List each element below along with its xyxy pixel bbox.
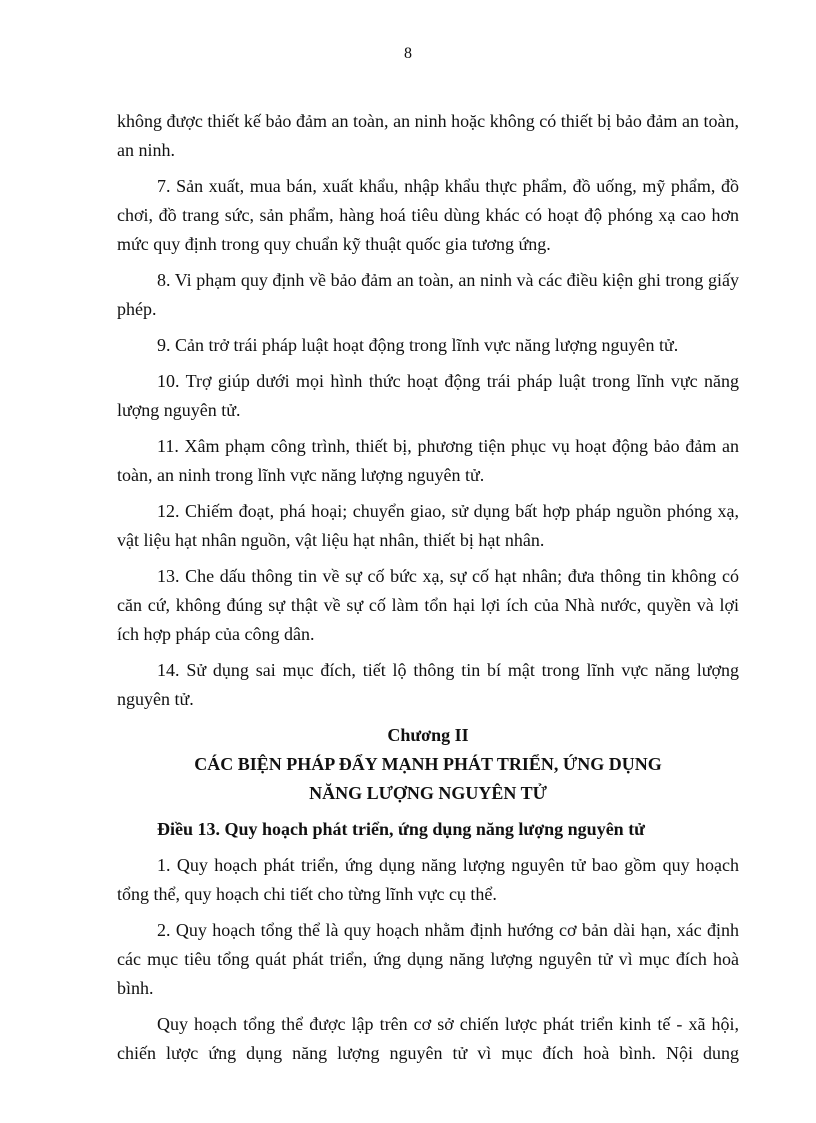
article-heading: Điều 13. Quy hoạch phát triển, ứng dụng năng lượng nguyên tử	[157, 819, 645, 839]
page-number: 8	[404, 45, 412, 62]
paragraph-item-10: 10. Trợ giúp dưới mọi hình thức hoạt động trái pháp luật trong lĩnh vực năng lượng nguyên tử.	[117, 371, 739, 420]
chapter-label: Chương II	[387, 725, 469, 745]
paragraph-continuation: không được thiết kế bảo đảm an toàn, an ninh hoặc không có thiết bị bảo đảm an toàn, an ninh.	[117, 111, 739, 160]
paragraph-item-13: 13. Che dấu thông tin về sự cố bức xạ, sự cố hạt nhân; đưa thông tin không có căn cứ, không đúng sự thật về sự cố làm tổn hại lợi ích của Nhà nước, quyền và lợi ích hợp pháp của công dân.	[117, 566, 739, 644]
document-body	[117, 107, 739, 1075]
article-paragraph-1: 1. Quy hoạch phát triển, ứng dụng năng lượng nguyên tử bao gồm quy hoạch tổng thể, quy hoạch chi tiết cho từng lĩnh vực cụ thể.	[117, 855, 739, 904]
paragraph-item-9: 9. Cản trở trái pháp luật hoạt động trong lĩnh vực năng lượng nguyên tử.	[157, 335, 679, 355]
paragraph-item-8: 8. Vi phạm quy định về bảo đảm an toàn, an ninh và các điều kiện ghi trong giấy phép.	[117, 270, 739, 319]
article-paragraph-2: 2. Quy hoạch tổng thể là quy hoạch nhằm định hướng cơ bản dài hạn, xác định các mục tiêu tổng quát phát triển, ứng dụng năng lượng nguyên tử vì mục đích hoà bình.	[117, 920, 739, 998]
chapter-title-line-2: NĂNG LƯỢNG NGUYÊN TỬ	[309, 783, 547, 803]
paragraph-item-12: 12. Chiếm đoạt, phá hoại; chuyển giao, sử dụng bất hợp pháp nguồn phóng xạ, vật liệu hạt nhân nguồn, vật liệu hạt nhân, thiết bị hạt nhân.	[117, 501, 739, 550]
paragraph-item-14: 14. Sử dụng sai mục đích, tiết lộ thông tin bí mật trong lĩnh vực năng lượng nguyên tử.	[117, 660, 739, 709]
chapter-title-line-1: CÁC BIỆN PHÁP ĐẨY MẠNH PHÁT TRIỂN, ỨNG DỤNG	[194, 754, 662, 774]
paragraph-item-11: 11. Xâm phạm công trình, thiết bị, phương tiện phục vụ hoạt động bảo đảm an toàn, an ninh trong lĩnh vực năng lượng nguyên tử.	[117, 436, 739, 485]
article-paragraph-3: Quy hoạch tổng thể được lập trên cơ sở chiến lược phát triển kinh tế - xã hội, chiến lược ứng dụng năng lượng nguyên tử vì mục đích hoà bình. Nội dung	[117, 1014, 739, 1063]
paragraph-item-7: 7. Sản xuất, mua bán, xuất khẩu, nhập khẩu thực phẩm, đồ uống, mỹ phẩm, đồ chơi, đồ trang sức, sản phẩm, hàng hoá tiêu dùng khác có hoạt độ phóng xạ cao hơn mức quy định trong quy chuẩn kỹ thuật quốc gia tương ứng.	[117, 176, 739, 254]
